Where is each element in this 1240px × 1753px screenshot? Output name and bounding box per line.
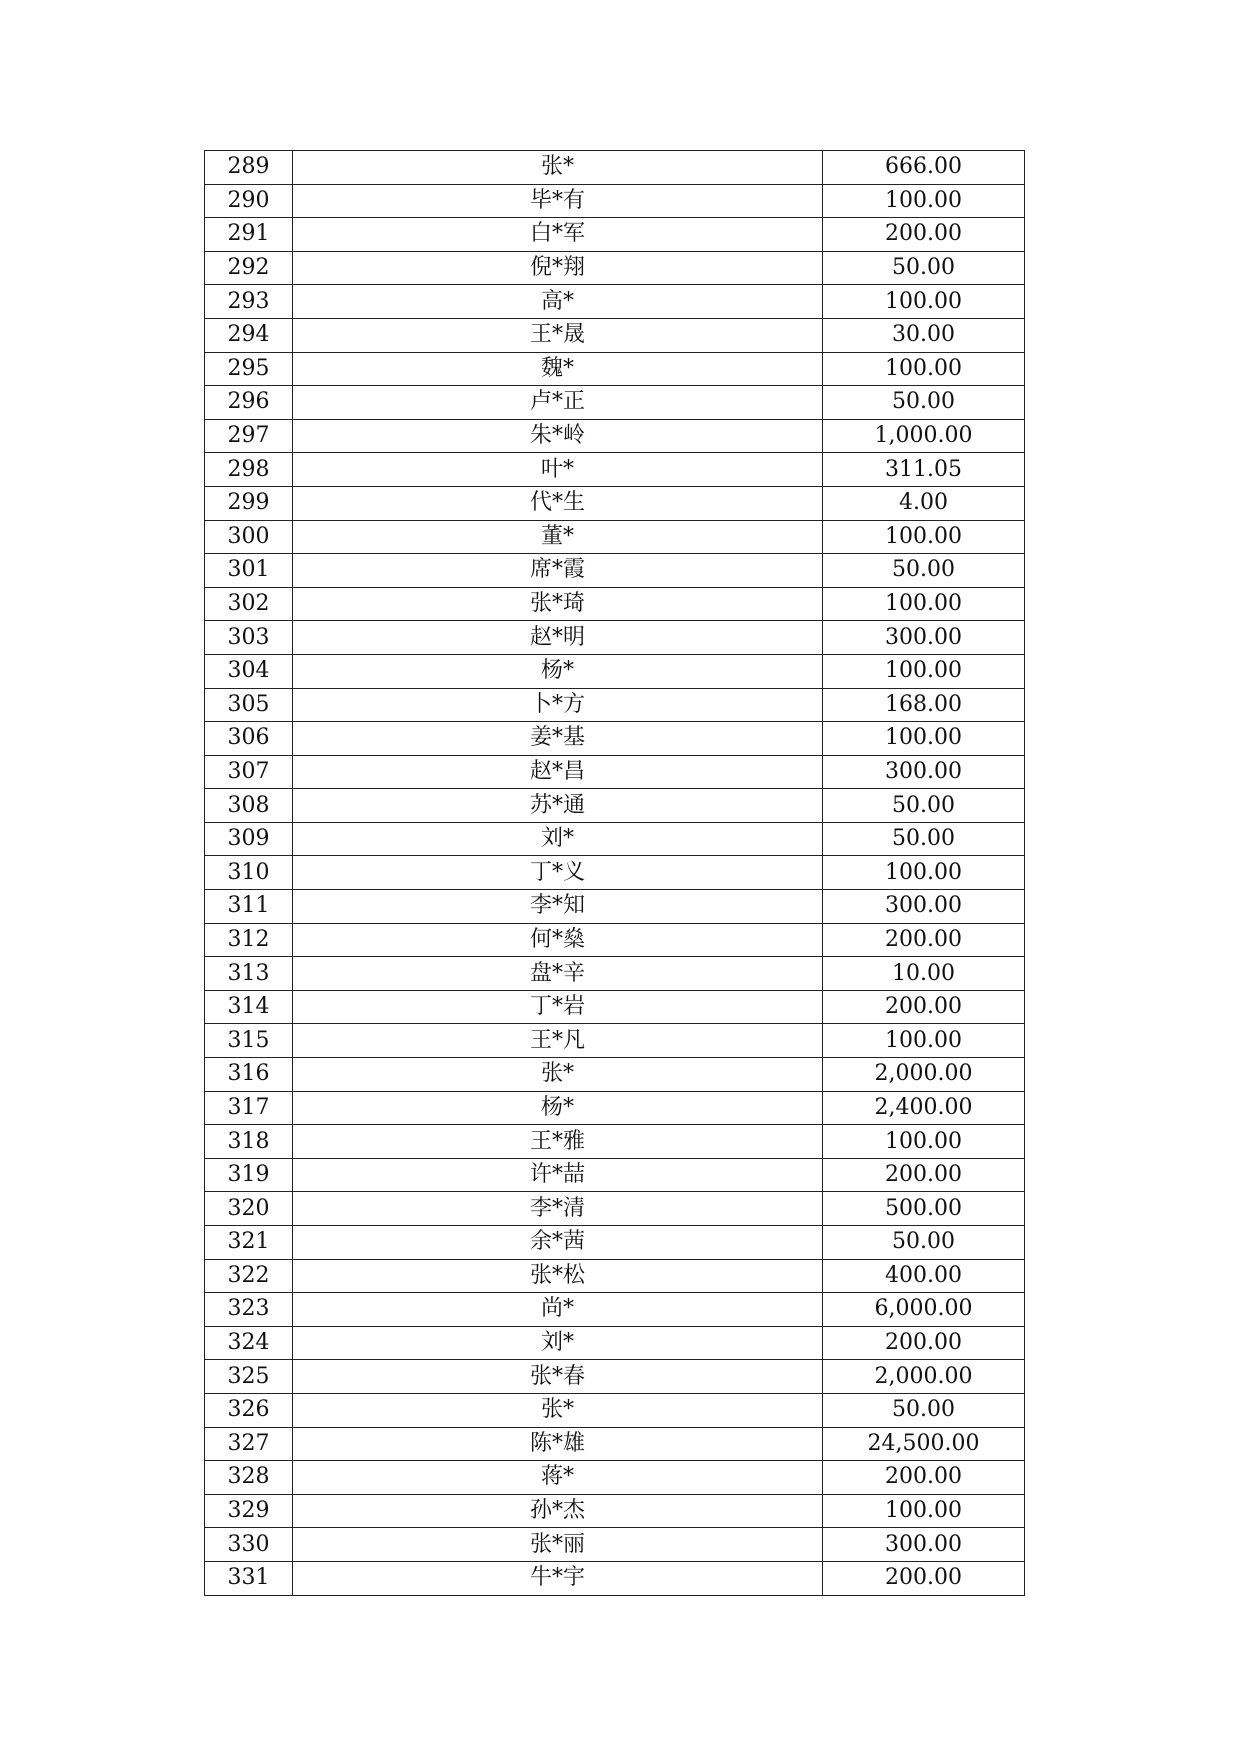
table-row xyxy=(205,184,1025,218)
row-number-cell: 309 xyxy=(205,822,293,856)
donor-name-cell: 毕*有 xyxy=(293,184,823,218)
row-number-cell: 301 xyxy=(205,554,293,588)
row-number-cell: 297 xyxy=(205,419,293,453)
amount-cell: 500.00 xyxy=(823,1192,1025,1226)
table-row xyxy=(205,1461,1025,1495)
donor-name-cell: 苏*通 xyxy=(293,789,823,823)
donor-name-cell: 蒋* xyxy=(293,1461,823,1495)
donor-name-cell: 陈*雄 xyxy=(293,1427,823,1461)
table-row xyxy=(205,822,1025,856)
donor-name-cell: 姜*基 xyxy=(293,722,823,756)
row-number-cell: 308 xyxy=(205,789,293,823)
donor-name-cell: 张* xyxy=(293,151,823,185)
donor-name-cell: 王*雅 xyxy=(293,1125,823,1159)
amount-cell: 50.00 xyxy=(823,1226,1025,1260)
row-number-cell: 289 xyxy=(205,151,293,185)
table-row xyxy=(205,251,1025,285)
donor-name-cell: 白*军 xyxy=(293,218,823,252)
table-row xyxy=(205,688,1025,722)
table-row xyxy=(205,1561,1025,1595)
row-number-cell: 310 xyxy=(205,856,293,890)
amount-cell: 100.00 xyxy=(823,184,1025,218)
amount-cell: 100.00 xyxy=(823,285,1025,319)
donor-name-cell: 赵*明 xyxy=(293,621,823,655)
donor-name-cell: 张*琦 xyxy=(293,587,823,621)
table-row xyxy=(205,1293,1025,1327)
donor-name-cell: 杨* xyxy=(293,1091,823,1125)
row-number-cell: 324 xyxy=(205,1326,293,1360)
table-row xyxy=(205,990,1025,1024)
amount-cell: 200.00 xyxy=(823,1158,1025,1192)
row-number-cell: 316 xyxy=(205,1058,293,1092)
amount-cell: 311.05 xyxy=(823,453,1025,487)
amount-cell: 200.00 xyxy=(823,218,1025,252)
row-number-cell: 292 xyxy=(205,251,293,285)
amount-cell: 30.00 xyxy=(823,318,1025,352)
amount-cell: 300.00 xyxy=(823,621,1025,655)
amount-cell: 50.00 xyxy=(823,251,1025,285)
row-number-cell: 312 xyxy=(205,923,293,957)
table-row xyxy=(205,1494,1025,1528)
amount-cell: 200.00 xyxy=(823,1561,1025,1595)
row-number-cell: 302 xyxy=(205,587,293,621)
donor-name-cell: 李*知 xyxy=(293,890,823,924)
amount-cell: 2,000.00 xyxy=(823,1058,1025,1092)
amount-cell: 50.00 xyxy=(823,822,1025,856)
amount-cell: 400.00 xyxy=(823,1259,1025,1293)
amount-cell: 2,000.00 xyxy=(823,1360,1025,1394)
table-row xyxy=(205,1058,1025,1092)
donor-name-cell: 王*凡 xyxy=(293,1024,823,1058)
amount-cell: 6,000.00 xyxy=(823,1293,1025,1327)
donor-name-cell: 何*燊 xyxy=(293,923,823,957)
table-row xyxy=(205,890,1025,924)
amount-cell: 24,500.00 xyxy=(823,1427,1025,1461)
donor-name-cell: 余*茜 xyxy=(293,1226,823,1260)
donor-name-cell: 魏* xyxy=(293,352,823,386)
row-number-cell: 320 xyxy=(205,1192,293,1226)
row-number-cell: 295 xyxy=(205,352,293,386)
row-number-cell: 327 xyxy=(205,1427,293,1461)
row-number-cell: 299 xyxy=(205,486,293,520)
table-row xyxy=(205,1158,1025,1192)
donation-table xyxy=(204,150,1025,1596)
donor-name-cell: 董* xyxy=(293,520,823,554)
row-number-cell: 298 xyxy=(205,453,293,487)
row-number-cell: 328 xyxy=(205,1461,293,1495)
table-row xyxy=(205,1259,1025,1293)
donor-name-cell: 卢*正 xyxy=(293,386,823,420)
amount-cell: 2,400.00 xyxy=(823,1091,1025,1125)
row-number-cell: 294 xyxy=(205,318,293,352)
donor-name-cell: 朱*岭 xyxy=(293,419,823,453)
table-row xyxy=(205,755,1025,789)
amount-cell: 1,000.00 xyxy=(823,419,1025,453)
table-row xyxy=(205,1393,1025,1427)
amount-cell: 10.00 xyxy=(823,957,1025,991)
row-number-cell: 311 xyxy=(205,890,293,924)
amount-cell: 50.00 xyxy=(823,386,1025,420)
amount-cell: 100.00 xyxy=(823,722,1025,756)
row-number-cell: 306 xyxy=(205,722,293,756)
amount-cell: 200.00 xyxy=(823,923,1025,957)
amount-cell: 50.00 xyxy=(823,554,1025,588)
donor-name-cell: 张*丽 xyxy=(293,1528,823,1562)
row-number-cell: 305 xyxy=(205,688,293,722)
table-row xyxy=(205,1226,1025,1260)
donor-name-cell: 席*霞 xyxy=(293,554,823,588)
table-row xyxy=(205,587,1025,621)
table-row xyxy=(205,923,1025,957)
donor-name-cell: 牛*宇 xyxy=(293,1561,823,1595)
amount-cell: 666.00 xyxy=(823,151,1025,185)
row-number-cell: 322 xyxy=(205,1259,293,1293)
table-row xyxy=(205,1125,1025,1159)
table-row xyxy=(205,1326,1025,1360)
row-number-cell: 323 xyxy=(205,1293,293,1327)
row-number-cell: 326 xyxy=(205,1393,293,1427)
table-row xyxy=(205,554,1025,588)
donor-name-cell: 李*清 xyxy=(293,1192,823,1226)
table-row xyxy=(205,151,1025,185)
table-body xyxy=(205,151,1025,1596)
donor-name-cell: 丁*岩 xyxy=(293,990,823,1024)
amount-cell: 200.00 xyxy=(823,1461,1025,1495)
amount-cell: 50.00 xyxy=(823,789,1025,823)
table-row xyxy=(205,1192,1025,1226)
table-row xyxy=(205,789,1025,823)
row-number-cell: 290 xyxy=(205,184,293,218)
donor-name-cell: 卜*方 xyxy=(293,688,823,722)
amount-cell: 50.00 xyxy=(823,1393,1025,1427)
donor-name-cell: 代*生 xyxy=(293,486,823,520)
amount-cell: 300.00 xyxy=(823,1528,1025,1562)
table-row xyxy=(205,285,1025,319)
row-number-cell: 304 xyxy=(205,654,293,688)
amount-cell: 100.00 xyxy=(823,1024,1025,1058)
table-row xyxy=(205,486,1025,520)
donor-name-cell: 叶* xyxy=(293,453,823,487)
table-row xyxy=(205,1360,1025,1394)
donor-name-cell: 倪*翔 xyxy=(293,251,823,285)
amount-cell: 100.00 xyxy=(823,587,1025,621)
table-row xyxy=(205,1091,1025,1125)
donor-name-cell: 尚* xyxy=(293,1293,823,1327)
row-number-cell: 319 xyxy=(205,1158,293,1192)
table-row xyxy=(205,654,1025,688)
table-row xyxy=(205,520,1025,554)
amount-cell: 4.00 xyxy=(823,486,1025,520)
row-number-cell: 330 xyxy=(205,1528,293,1562)
table-row xyxy=(205,1024,1025,1058)
donor-name-cell: 盘*辛 xyxy=(293,957,823,991)
donor-name-cell: 丁*义 xyxy=(293,856,823,890)
table-row xyxy=(205,419,1025,453)
row-number-cell: 300 xyxy=(205,520,293,554)
amount-cell: 100.00 xyxy=(823,654,1025,688)
row-number-cell: 325 xyxy=(205,1360,293,1394)
amount-cell: 100.00 xyxy=(823,352,1025,386)
donor-name-cell: 刘* xyxy=(293,822,823,856)
amount-cell: 100.00 xyxy=(823,856,1025,890)
row-number-cell: 314 xyxy=(205,990,293,1024)
amount-cell: 168.00 xyxy=(823,688,1025,722)
table-row xyxy=(205,1528,1025,1562)
donor-name-cell: 杨* xyxy=(293,654,823,688)
row-number-cell: 331 xyxy=(205,1561,293,1595)
table-row xyxy=(205,453,1025,487)
donor-name-cell: 张*春 xyxy=(293,1360,823,1394)
row-number-cell: 329 xyxy=(205,1494,293,1528)
table-row xyxy=(205,386,1025,420)
table-row xyxy=(205,621,1025,655)
donor-name-cell: 许*喆 xyxy=(293,1158,823,1192)
table-row xyxy=(205,957,1025,991)
row-number-cell: 313 xyxy=(205,957,293,991)
amount-cell: 100.00 xyxy=(823,1125,1025,1159)
row-number-cell: 293 xyxy=(205,285,293,319)
table-row xyxy=(205,318,1025,352)
donor-name-cell: 张*松 xyxy=(293,1259,823,1293)
amount-cell: 100.00 xyxy=(823,1494,1025,1528)
row-number-cell: 315 xyxy=(205,1024,293,1058)
amount-cell: 300.00 xyxy=(823,755,1025,789)
donor-name-cell: 王*晟 xyxy=(293,318,823,352)
donor-name-cell: 孙*杰 xyxy=(293,1494,823,1528)
row-number-cell: 291 xyxy=(205,218,293,252)
row-number-cell: 318 xyxy=(205,1125,293,1159)
row-number-cell: 296 xyxy=(205,386,293,420)
amount-cell: 200.00 xyxy=(823,990,1025,1024)
donor-name-cell: 张* xyxy=(293,1058,823,1092)
amount-cell: 200.00 xyxy=(823,1326,1025,1360)
table-row xyxy=(205,722,1025,756)
donor-name-cell: 赵*昌 xyxy=(293,755,823,789)
table-row xyxy=(205,1427,1025,1461)
row-number-cell: 307 xyxy=(205,755,293,789)
donor-name-cell: 高* xyxy=(293,285,823,319)
donor-name-cell: 张* xyxy=(293,1393,823,1427)
row-number-cell: 317 xyxy=(205,1091,293,1125)
row-number-cell: 303 xyxy=(205,621,293,655)
donor-name-cell: 刘* xyxy=(293,1326,823,1360)
table-row xyxy=(205,352,1025,386)
row-number-cell: 321 xyxy=(205,1226,293,1260)
amount-cell: 300.00 xyxy=(823,890,1025,924)
amount-cell: 100.00 xyxy=(823,520,1025,554)
table-row xyxy=(205,856,1025,890)
table-row xyxy=(205,218,1025,252)
